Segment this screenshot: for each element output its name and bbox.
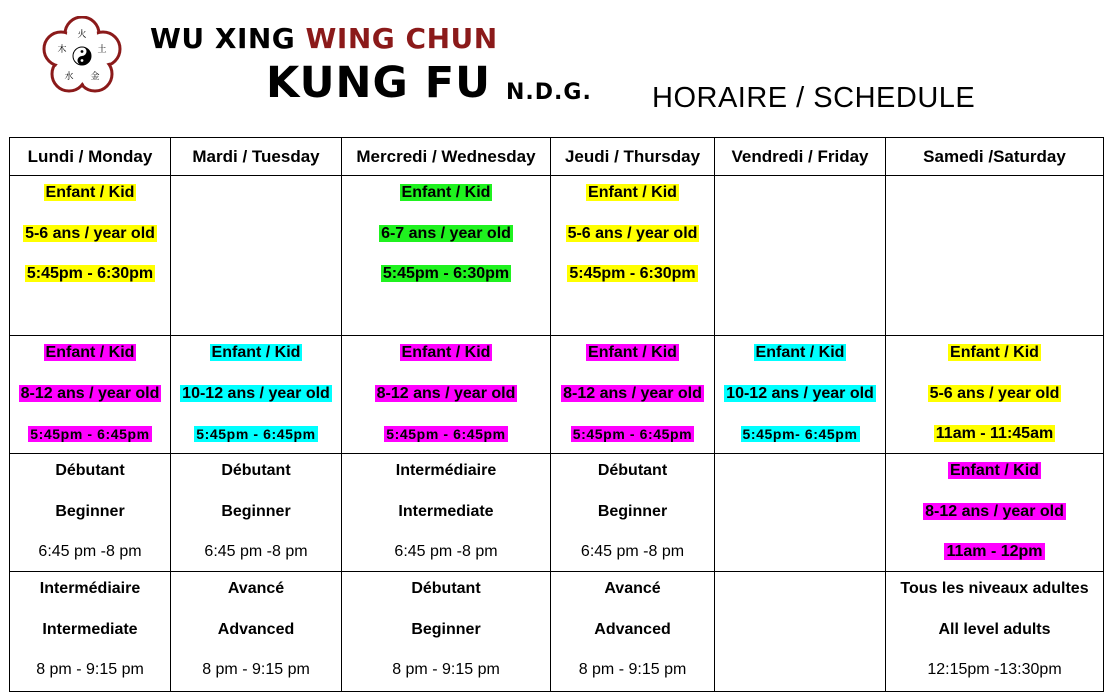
class-time-label: 5:45pm - 6:30pm <box>382 265 510 282</box>
class-level-label: Enfant / Kid <box>401 344 491 361</box>
class-level-label: Avancé <box>604 580 661 597</box>
class-level-label: Enfant / Kid <box>950 462 1039 479</box>
class-level-label: Enfant / Kid <box>588 344 677 361</box>
class-time-label: 11am - 12pm <box>946 543 1043 560</box>
day-header-saturday: Samedi /Saturday <box>886 138 1104 176</box>
class-cell-thursday <box>551 572 715 692</box>
class-cell-tuesday <box>171 336 342 454</box>
class-cell-tuesday <box>171 454 342 572</box>
class-level-label: Enfant / Kid <box>755 344 845 361</box>
class-cell-wednesday <box>342 454 551 572</box>
class-age-label: 10-12 ans / year old <box>726 385 874 402</box>
school-logo <box>42 16 122 96</box>
class-cell-friday <box>715 454 886 572</box>
day-header-tuesday: Mardi / Tuesday <box>171 138 342 176</box>
logo-char: 木 <box>57 45 67 55</box>
day-header-friday: Vendredi / Friday <box>715 138 886 176</box>
class-cell-monday <box>10 336 171 454</box>
class-time-label: 5:45pm - 6:30pm <box>26 265 154 282</box>
class-time-label: 6:45 pm -8 pm <box>580 543 685 560</box>
class-cell-monday <box>10 572 171 692</box>
class-age-label: 8-12 ans / year old <box>376 385 516 402</box>
class-level-label: Intermédiaire <box>395 462 497 479</box>
logo-char: 土 <box>97 45 107 55</box>
class-cell-saturday <box>886 572 1104 692</box>
class-age-label: 8-12 ans / year old <box>925 503 1064 520</box>
day-header-wednesday: Mercredi / Wednesday <box>342 138 551 176</box>
class-time-label: 5:45pm- 6:45pm <box>742 426 858 442</box>
class-cell-wednesday <box>342 572 551 692</box>
class-age-label: 5-6 ans / year old <box>929 385 1060 402</box>
schedule-row <box>10 336 1104 454</box>
class-time-label: 5:45pm - 6:45pm <box>196 426 316 442</box>
class-level-label: Débutant <box>221 462 291 479</box>
header-row <box>10 138 1104 176</box>
schedule-row <box>10 572 1104 692</box>
class-age-label: 5-6 ans / year old <box>567 225 698 242</box>
brand-wu-xing: WU XING <box>150 22 296 55</box>
class-cell-saturday <box>886 454 1104 572</box>
class-cell-monday <box>10 454 171 572</box>
schedule-row <box>10 176 1104 336</box>
class-level-label: Tous les niveaux adultes <box>900 580 1089 597</box>
class-cell-friday <box>715 336 886 454</box>
day-header-monday: Lundi / Monday <box>10 138 171 176</box>
schedule-row <box>10 454 1104 572</box>
class-cell-monday <box>10 176 171 336</box>
class-age-label: 8-12 ans / year old <box>563 385 702 402</box>
class-time-label: 8 pm - 9:15 pm <box>392 661 500 678</box>
class-age-label: 10-12 ans / year old <box>182 385 330 402</box>
class-cell-thursday <box>551 176 715 336</box>
class-age-label: Beginner <box>55 503 125 520</box>
class-cell-friday <box>715 572 886 692</box>
class-level-label: Débutant <box>597 462 668 479</box>
class-time-label: 8 pm - 9:15 pm <box>36 661 144 678</box>
class-age-label: 6-7 ans / year old <box>381 225 511 242</box>
class-age-label: Beginner <box>597 503 668 520</box>
brand-wing-chun: WING CHUN <box>305 22 498 55</box>
class-level-label: Enfant / Kid <box>588 184 677 201</box>
class-age-label: Advanced <box>594 621 671 638</box>
logo-char: 火 <box>77 30 87 40</box>
class-time-label: 6:45 pm -8 pm <box>38 543 142 560</box>
schedule-table <box>9 137 1104 692</box>
logo-char: 金 <box>90 72 100 82</box>
class-level-label: Enfant / Kid <box>45 184 135 201</box>
location-label: N.D.G. <box>506 80 592 105</box>
class-time-label: 6:45 pm -8 pm <box>204 543 308 560</box>
class-level-label: Enfant / Kid <box>950 344 1039 361</box>
logo-char: 水 <box>64 72 74 82</box>
class-time-label: 8 pm - 9:15 pm <box>578 661 687 678</box>
class-level-label: Enfant / Kid <box>211 344 301 361</box>
class-level-label: Avancé <box>227 580 285 597</box>
class-age-label: 5-6 ans / year old <box>25 225 155 242</box>
class-age-label: Advanced <box>217 621 295 638</box>
class-cell-friday <box>715 176 886 336</box>
class-age-label: Intermediate <box>42 621 138 638</box>
class-age-label: Intermediate <box>398 503 494 520</box>
brand-kung-fu: KUNG FU <box>266 58 492 108</box>
class-level-label: Enfant / Kid <box>401 184 491 201</box>
class-age-label: Beginner <box>221 503 291 520</box>
class-cell-saturday <box>886 336 1104 454</box>
class-cell-thursday <box>551 336 715 454</box>
class-time-label: 5:45pm - 6:45pm <box>572 426 693 442</box>
class-age-label: Beginner <box>411 621 481 638</box>
five-elements-flower-icon <box>42 16 122 96</box>
class-age-label: All level adults <box>938 621 1051 638</box>
class-time-label: 8 pm - 9:15 pm <box>202 661 310 678</box>
day-header-thursday: Jeudi / Thursday <box>551 138 715 176</box>
class-level-label: Débutant <box>55 462 125 479</box>
class-cell-thursday <box>551 454 715 572</box>
class-cell-wednesday <box>342 176 551 336</box>
page-title: HORAIRE / SCHEDULE <box>652 82 976 114</box>
class-cell-saturday <box>886 176 1104 336</box>
class-time-label: 5:45pm - 6:30pm <box>569 265 696 282</box>
class-cell-wednesday <box>342 336 551 454</box>
class-time-label: 6:45 pm -8 pm <box>394 543 498 560</box>
class-cell-tuesday <box>171 572 342 692</box>
class-time-label: 5:45pm - 6:45pm <box>30 426 150 442</box>
class-cell-tuesday <box>171 176 342 336</box>
class-level-label: Débutant <box>411 580 481 597</box>
class-time-label: 12:15pm -13:30pm <box>927 661 1062 678</box>
brand-name-line1 <box>150 22 498 55</box>
class-age-label: 8-12 ans / year old <box>20 385 160 402</box>
class-time-label: 5:45pm - 6:45pm <box>386 426 506 442</box>
class-level-label: Intermédiaire <box>39 580 141 597</box>
class-level-label: Enfant / Kid <box>45 344 135 361</box>
class-time-label: 11am - 11:45am <box>935 425 1054 442</box>
